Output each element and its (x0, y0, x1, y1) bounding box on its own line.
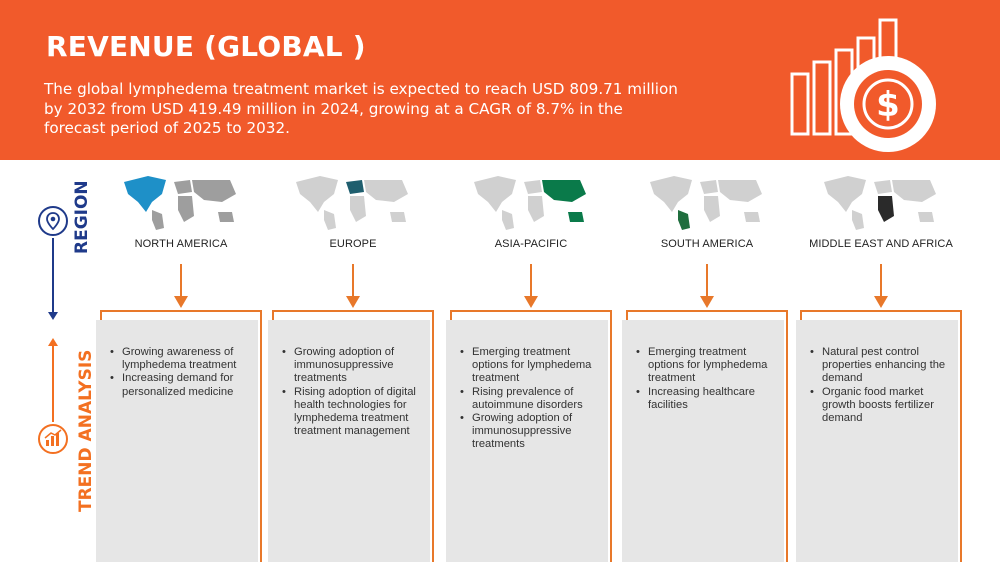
arrow-down-icon (166, 264, 196, 310)
revenue-bar-chart-dollar-icon (786, 16, 946, 156)
arrow-down-icon (516, 264, 546, 310)
trend-card (446, 320, 608, 562)
region-connector-line (52, 238, 54, 314)
trend-item: • Organic food market growth boosts fertilizer demand (808, 386, 948, 426)
trend-item: • Emerging treatment options for lymphedema treatment (458, 346, 598, 386)
trend-item: • Rising adoption of digital health technologies for lymphedema treatment treatment management (280, 386, 420, 439)
trend-item: • Growing adoption of immunosuppressive treatments (280, 346, 420, 386)
world-map-south-america-icon (644, 172, 770, 232)
trend-item: • Increasing healthcare facilities (634, 386, 774, 412)
region-asia-pacific (446, 168, 616, 563)
world-map-north-america-icon (118, 172, 244, 232)
trend-card (796, 320, 958, 562)
region-name: MIDDLE EAST AND AFRICA (809, 238, 953, 250)
trend-connector-line (52, 344, 54, 422)
location-pin-icon (38, 206, 68, 236)
world-map-europe-icon (290, 172, 416, 232)
arrow-down-icon (866, 264, 896, 310)
trend-item: • Natural pest control properties enhancing the demand (808, 346, 948, 386)
world-map-asia-pacific-icon (468, 172, 594, 232)
region-name: SOUTH AMERICA (660, 238, 754, 250)
world-map-middle-east-africa-icon (818, 172, 944, 232)
region-name: ASIA-PACIFIC (494, 238, 568, 250)
region-name: NORTH AMERICA (134, 238, 228, 250)
region-south-america (622, 168, 792, 563)
region-north-america (96, 168, 266, 563)
trend-card (96, 320, 258, 562)
region-name: EUROPE (329, 238, 377, 250)
region-europe (268, 168, 438, 563)
trend-item: • Emerging treatment options for lymphedema treatment (634, 346, 774, 386)
region-axis-label: REGION (72, 180, 92, 254)
trend-item: • Increasing demand for personalized medicine (108, 372, 248, 398)
trend-analysis-icon (38, 424, 68, 454)
arrow-down-icon (338, 264, 368, 310)
trend-axis-label: TREND ANALYSIS (76, 349, 96, 512)
trend-card (622, 320, 784, 562)
market-summary: The global lymphedema treatment market is expected to reach USD 809.71 million by 2032 from USD 419.49 million in 2024, growing at a CAGR of 8.7% in the forecast period of 2025 to 2032. (44, 80, 678, 137)
trend-item: • Growing awareness of lymphedema treatment (108, 346, 248, 372)
header-banner (0, 0, 1000, 160)
svg-text:$: $ (876, 85, 900, 125)
region-middle-east-africa (796, 168, 966, 563)
trend-item: • Rising prevalence of autoimmune disorders (458, 386, 598, 412)
arrow-down-icon (692, 264, 722, 310)
trend-item: • Growing adoption of immunosuppressive treatments (458, 412, 598, 452)
arrow-down-icon (48, 312, 58, 320)
page-title: REVENUE (GLOBAL ) (46, 30, 366, 63)
trend-card (268, 320, 430, 562)
